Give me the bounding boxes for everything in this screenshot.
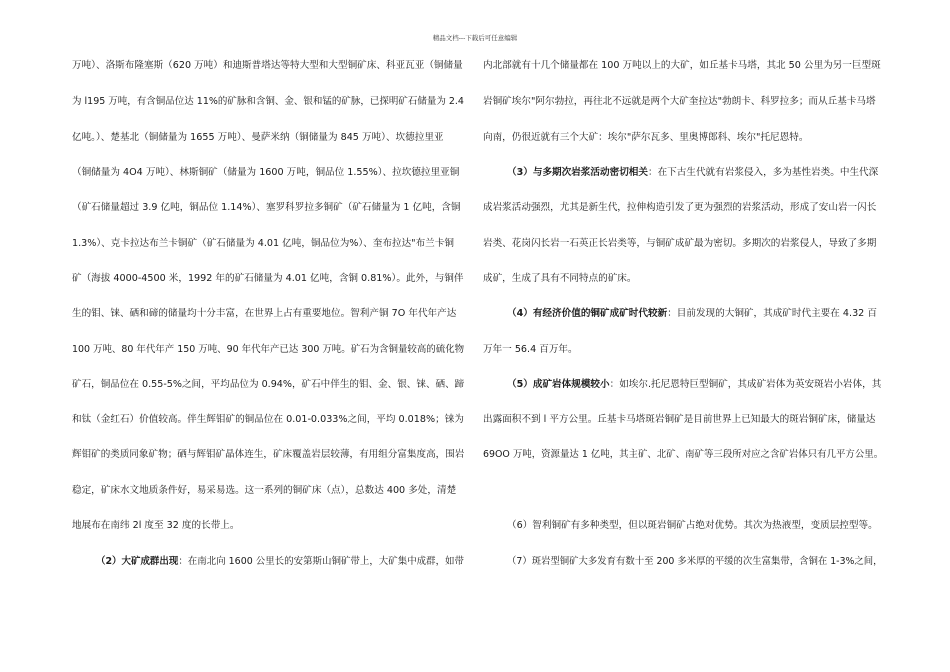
paragraph-line: 岩铜矿埃尔"阿尔勃拉，再往北不远就是两个大矿奎拉达"勃朗卡、科罗拉多；而从丘基卡马塔 <box>483 96 876 107</box>
paragraph-line: 69OO 万吨，资源量达 1 亿吨，其主矿、北矿、南矿等三段所对应之含矿岩体只有几平方公里。 <box>483 449 884 460</box>
paragraph-line: 万吨）、洛斯布隆塞斯（620 万吨）和迪斯普塔达等特大型和大型铜矿床、科亚瓦亚（铜储量 <box>72 60 463 71</box>
item-7-line: （7）斑岩型铜矿大多发育有数十至 200 多米厚的平缓的次生富集带，含铜在 1-3%之间， <box>507 556 883 567</box>
item-5-title: （5）成矿岩体规模较小 <box>507 379 610 390</box>
paragraph-line: 出露面积不到 l 平方公里。丘基卡马塔斑岩铜矿是目前世界上已知最大的斑岩铜矿床，储量达 <box>483 414 876 425</box>
paragraph-line: （铜储量为 4O4 万吨）、林斯铜矿（储量为 1600 万吨，铜品位 1.55%）、拉坎德拉里亚铜 <box>72 167 460 178</box>
paragraph-line: 生的钼、铼、硒和碲的储量均十分丰富，在世界上占有重要地位。智利产铜 7O 年代年产达 <box>72 308 457 319</box>
paragraph-line: 亿吨。）、楚基北（铜储量为 1655 万吨）、曼萨米纳（铜储量为 845 万吨）、坎德拉里亚 <box>72 132 444 143</box>
paragraph-line: 稳定，矿床水文地质条件好，易采易选。这一系列的铜矿床（点），总数达 400 多处，清楚 <box>72 485 457 496</box>
paragraph-line: 矿石，铜品位在 0.55-5%之间，平均品位为 0.94%，矿石中伴生的钼、金、银、铼、硒、蹄 <box>72 379 465 390</box>
item-3-title: （3）与多期次岩浆活动密切相关 <box>507 167 648 178</box>
item-2-text: ：在南北向 1600 公里长的安第斯山铜矿带上，大矿集中成群，如带 <box>178 556 464 567</box>
paragraph-line: 矿（海拔 4000-4500 米，1992 年的矿石储量为 4.01 亿吨，含铜 0.81%）。此外，与铜伴 <box>72 273 464 284</box>
item-3-line <box>507 165 878 181</box>
item-4-title: （4）有经济价值的铜矿成矿时代较新 <box>507 308 668 319</box>
item-5-text: ：如埃尔.托尼恩特巨型铜矿，其成矿岩体为英安斑岩小岩体，其 <box>609 379 882 390</box>
paragraph-line: 为 l195 万吨，有含铜品位达 11%的矿脉和含铜、金、银和锰的矿脉，已探明矿石储量为 2.4 <box>72 96 464 107</box>
paragraph-line: 地展布在南纬 2l 度至 32 度的长带上。 <box>72 520 240 531</box>
paragraph-line: 100 万吨、80 年代年产 150 万吨、90 年代年产已达 300 万吨。矿石为含铜量较高的硫化物 <box>72 344 465 355</box>
paragraph-line: 和钛（金红石）价值较高。伴生辉钼矿的铜品位在 0.01-0.033%之间，平均 0.018%；铼为 <box>72 414 464 425</box>
paragraph-line: 向南，仍很近就有三个大矿：埃尔"萨尔瓦多、里奥博郎科、埃尔"托尼恩特。 <box>483 132 809 143</box>
item-5-line <box>507 377 881 393</box>
paragraph-line: 成矿，生成了具有不同特点的矿床。 <box>483 273 637 284</box>
item-4-line <box>507 306 877 322</box>
paragraph-line: 万年一 56.4 百万年。 <box>483 344 578 355</box>
paragraph-line: 1.3%）、克卡拉达布兰卡铜矿（矿石储量为 4.01 亿吨，铜品位为%）、奎布拉达"布兰卡铜 <box>72 238 454 249</box>
paragraph-line: 辉钼矿的类质同象矿物；硒与辉钼矿晶体连生，矿床覆盖岩层较薄，有用组分富集度高，围岩 <box>72 449 465 460</box>
item-4-text: ：目前发现的大铜矿，其成矿时代主要在 4.32 百 <box>667 308 877 319</box>
page-header: 精品文档---下载后可任意编辑 <box>432 34 518 42</box>
item-6-line: （6）智利铜矿有多种类型，但以斑岩铜矿占绝对优势。其次为热液型，变质层控型等。 <box>507 520 878 531</box>
item-3-text: ：在下古生代就有岩浆侵入，多为基性岩类。中生代深 <box>648 167 879 178</box>
paragraph-line: 岩类、花岗闪长岩一石英正长岩类等，与铜矿成矿最为密切。多期次的岩浆侵人，导致了多期 <box>483 238 877 249</box>
item-2-title: （2）大矿成群出现 <box>96 556 179 567</box>
paragraph-line: 内北部就有十几个储量都在 100 万吨以上的大矿，如丘基卡马塔，其北 50 公里为另一巨型斑 <box>483 60 881 71</box>
paragraph-line: （矿石储量超过 3.9 亿吨，铜品位 1.14%）、塞罗科罗拉多铜矿（矿石储量为 1 亿吨，含铜 <box>72 202 461 213</box>
item-2-line <box>96 554 464 570</box>
paragraph-line: 成岩浆活动强烈，尤其是新生代，拉伸构造引发了更为强烈的岩浆活动，形成了安山岩一闪长 <box>483 202 877 213</box>
